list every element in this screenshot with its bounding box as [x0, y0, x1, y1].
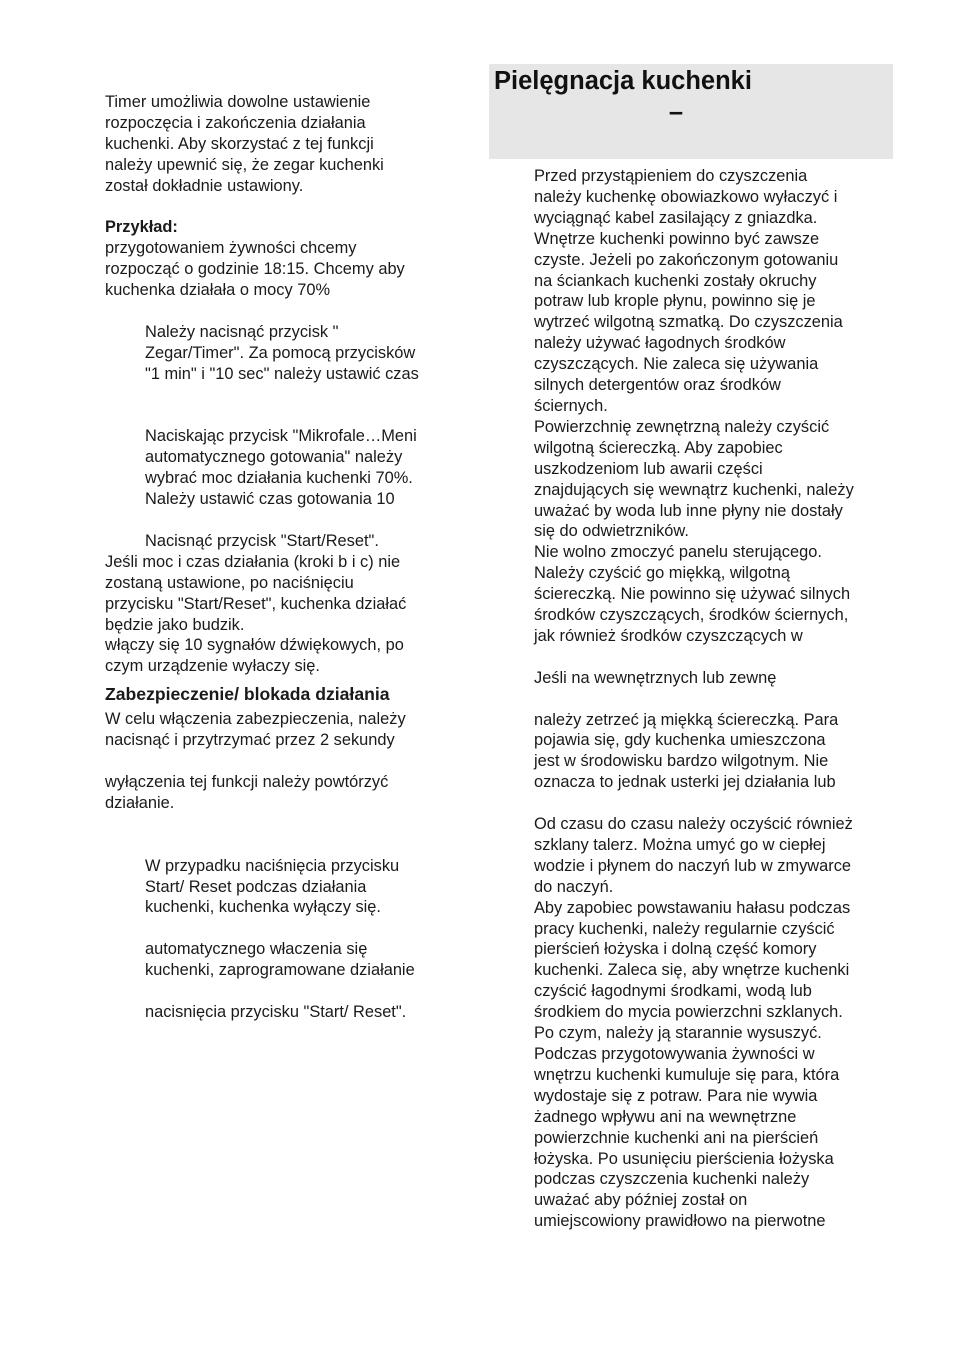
step-3-text: Nacisnąć przycisk "Start/Reset".	[145, 531, 379, 550]
care-paragraph-2: Jeśli na wewnętrznych lub zewnę	[534, 668, 777, 687]
example-label: Przykład:	[105, 218, 178, 237]
care-paragraph-4: Od czasu do czasu należy oczyścić również szklany talerz. Można umyć go w ciepłej wodzie i płynem do naczyń lub w zmywarce do naczyń. Aby zapobiec powstawaniu hałasu podczas pracy kuchenki, należy regularnie czyścić pierścień łożyska i dolną część komory kuchenki. Zaleca się, aby wnętrze kuchenki czyścić łagodnymi środkami, wodą lub środkiem do mycia powierzchni szklanych. Po czym, należy ją starannie wysuszyć. Podczas przygotowywania żywności w wnętrzu kuchenki kumuluje się para, która wydostaje się z potraw. Para nie wywia żadnego wpływu ani na wewnętrzne powierzchnie kuchenki ani na pierścień łożyska. Po usunięciu pierścienia łożyska podczas czyszczenia kuchenki należy uważać aby później został on umiejscowiony prawidłowo na pierwotne	[534, 815, 853, 1231]
left-column	[105, 92, 465, 1023]
indent-paragraph-3: nacisnięcia przycisku "Start/ Reset".	[145, 1002, 407, 1021]
right-column	[534, 166, 904, 1232]
care-paragraph-1: Przed przystąpieniem do czyszczenia należy kuchenkę obowiazkowo wyłaczyć i wyciągnąć kabel zasilający z gniazdka. Wnętrze kuchenki powinno być zawsze czyste. Jeżeli po zakończonym gotowaniu na ściankach kuchenki zostały okruchy potraw lub krople płynu, powinno się je wytrzeć wilgotną szmatką. Do czyszczenia należy używać łagodnych środków czyszczących. Nie zaleca się używania silnych detergentów oraz środków ściernych. Powierzchnię zewnętrzną należy czyścić wilgotną ściereczką. Aby zapobiec uszkodzeniom lub awarii części znajdujących się wewnątrz kuchenki, należy uważać by woda lub inne płyny nie dostały się do odwietrzników. Nie wolno zmoczyć panelu sterującego. Należy czyścić go miękką, wilgotną ściereczką. Nie powinno się używać silnych środków czyszczących, środków ściernych, jak również środków czyszczących w	[534, 167, 854, 645]
section-title-box	[489, 64, 893, 159]
indent-paragraph-1: W przypadku naciśnięcia przycisku Start/ Reset podczas działania kuchenki, kuchenka wyłączy się.	[145, 856, 400, 917]
title-dash: –	[668, 98, 684, 126]
care-paragraph-3: należy zetrzeć ją miękką ściereczką. Para pojawia się, gdy kuchenka umieszczona jest w środowisku bardzo wilgotnym. Nie oznacza to jednak usterki jej działania lub	[534, 710, 839, 792]
timer-note-paragraph: Jeśli moc i czas działania (kroki b i c) nie zostaną ustawione, po naciśnięciu przycisku "Start/Reset", kuchenka działać będzie jako budzik. włączy się 10 sygnałów dźwiękowych, po czym urządzenie wyłaczy się.	[105, 552, 407, 676]
timer-intro-paragraph: Timer umożliwia dowolne ustawienie rozpoczęcia i zakończenia działania kuchenki. Aby skorzystać z tej funkcji należy upewnić się, że zegar kuchenki został dokładnie ustawiony.	[105, 93, 384, 195]
example-text: przygotowaniem żywności chcemy rozpocząć o godzinie 18:15. Chcemy aby kuchenka działała o mocy 70%	[105, 239, 405, 300]
lock-text-2: wyłączenia tej funkcji należy powtórzyć działanie.	[105, 773, 389, 812]
indent-paragraph-2: automatycznego właczenia się kuchenki, zaprogramowane działanie	[145, 940, 415, 980]
step-1-text: Należy nacisnąć przycisk " Zegar/Timer". Za pomocą przycisków "1 min" i "10 sec" należy ustawić czas	[145, 322, 419, 383]
lock-text-1: W celu włączenia zabezpieczenia, należy nacisnąć i przytrzymać przez 2 sekundy	[105, 710, 406, 750]
step-2-text: Naciskając przycisk "Mikrofale…Meni automatycznego gotowania" należy wybrać moc działania kuchenki 70%. Należy ustawić czas gotowania 10	[145, 427, 417, 509]
lock-heading: Zabezpieczenie/ blokada działania	[105, 684, 390, 705]
page-title: Pielęgnacja kuchenki	[494, 67, 752, 95]
